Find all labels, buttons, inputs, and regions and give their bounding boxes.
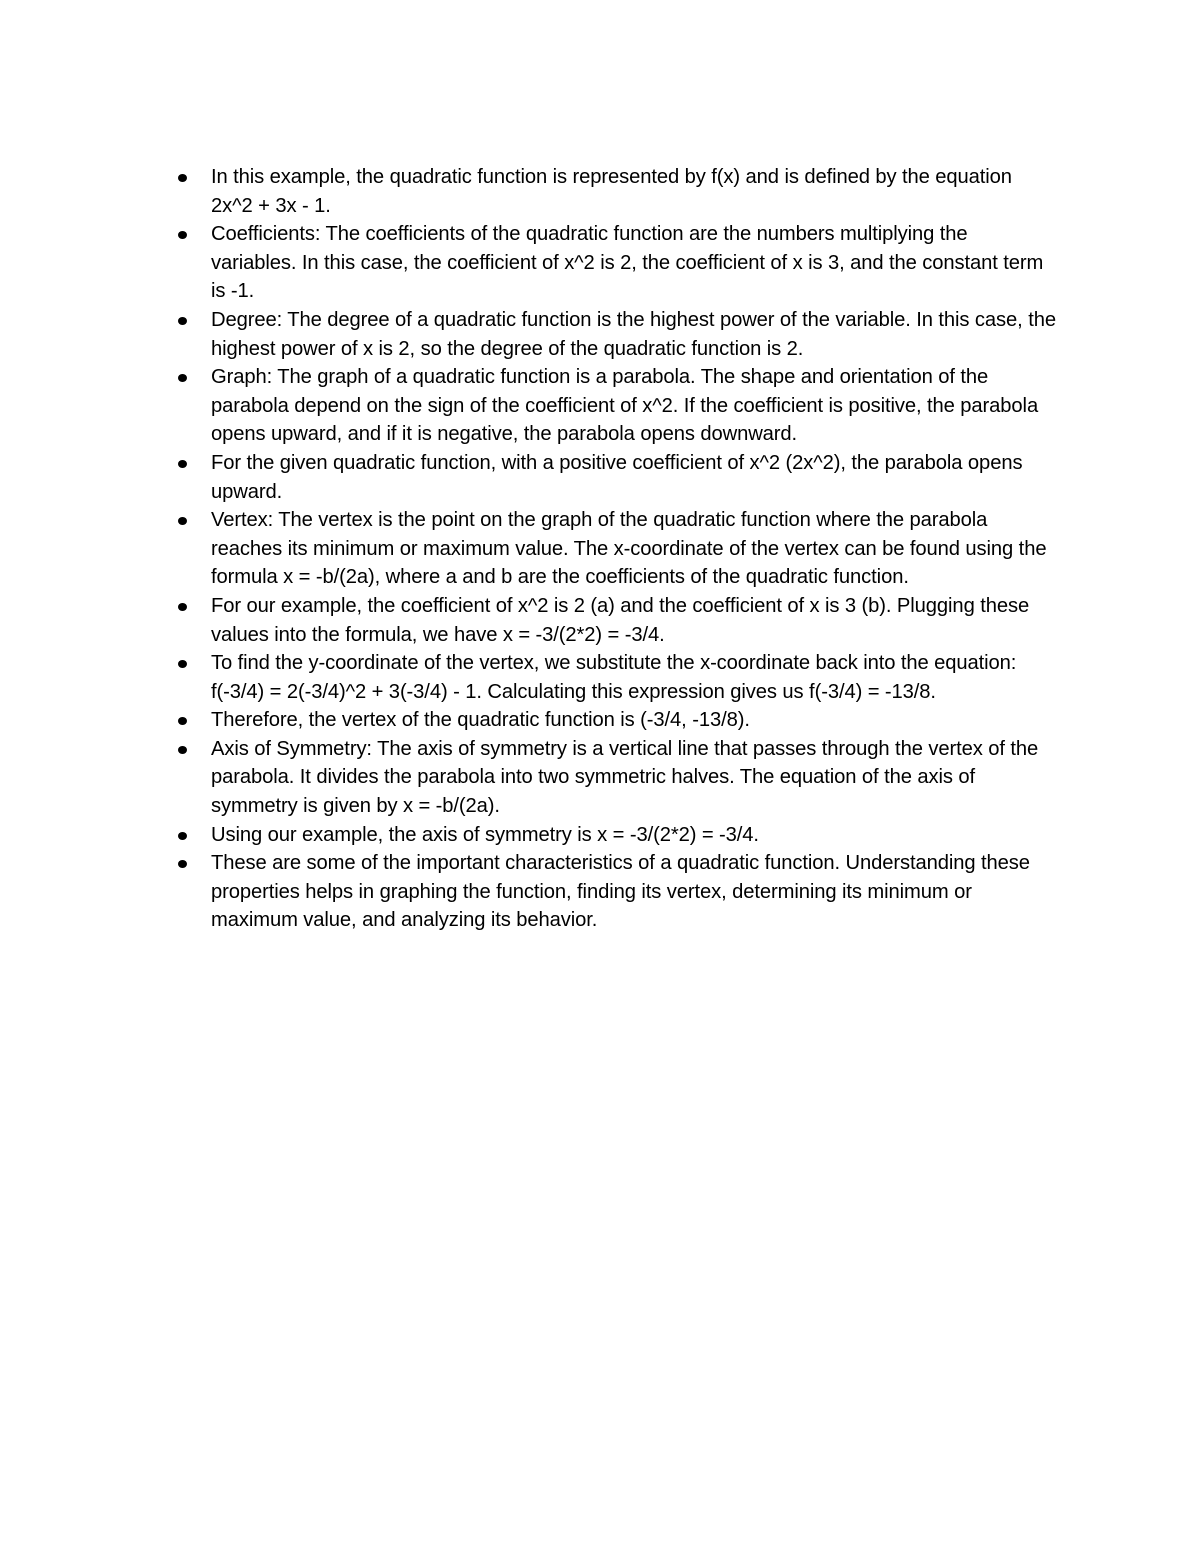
list-item [176, 220, 1056, 306]
list-item [176, 649, 1056, 706]
list-item-text: For the given quadratic function, with a positive coefficient of x^2 (2x^2), the parabola opens upward. [211, 451, 1023, 503]
list-item [176, 821, 1056, 850]
bullet-list [176, 163, 1056, 935]
list-item [176, 506, 1056, 592]
list-item-text: Graph: The graph of a quadratic function is a parabola. The shape and orientation of the parabola depend on the sign of the coefficient of x^2. If the coefficient is positive, the parabola opens upward, and if it is negative, the parabola opens downward. [211, 366, 1039, 446]
list-item [176, 363, 1056, 449]
bullet-icon [178, 460, 187, 468]
list-item-text: Vertex: The vertex is the point on the graph of the quadratic function where the parabola reaches its minimum or maximum value. The x-coordinate of the vertex can be found using the formula x = -b/(2a), where a and b are the coefficients of the quadratic function. [211, 509, 1047, 589]
list-item-text: For our example, the coefficient of x^2 is 2 (a) and the coefficient of x is 3 (b). Plugging these values into the formula, we have x = -3/(2*2) = -3/4. [211, 594, 1030, 646]
bullet-icon [178, 317, 187, 325]
list-item [176, 849, 1056, 935]
bullet-icon [178, 174, 187, 182]
list-item-text: To find the y-coordinate of the vertex, we substitute the x-coordinate back into the equation: f(-3/4) = 2(-3/4)^2 + 3(-3/4) - 1. Calculating this expression gives us f(-3/4) = -13/8. [211, 652, 1017, 703]
list-item-text: Therefore, the vertex of the quadratic function is (-3/4, -13/8). [211, 709, 750, 732]
bullet-icon [178, 746, 187, 754]
bullet-icon [178, 517, 187, 525]
list-item [176, 735, 1056, 821]
list-item-text: These are some of the important characteristics of a quadratic function. Understanding these properties helps in graphing the function, finding its vertex, determining its minimum or maximum value, and analyzing its behavior. [211, 852, 1030, 932]
list-item-text: Degree: The degree of a quadratic function is the highest power of the variable. In this case, the highest power of x is 2, so the degree of the quadratic function is 2. [211, 308, 1056, 360]
list-item-text: Using our example, the axis of symmetry is x = -3/(2*2) = -3/4. [211, 823, 759, 846]
list-item [176, 306, 1056, 363]
list-item [176, 706, 1056, 735]
bullet-icon [178, 231, 187, 239]
bullet-icon [178, 860, 187, 868]
bullet-icon [178, 603, 187, 611]
list-item-text: Axis of Symmetry: The axis of symmetry is a vertical line that passes through the vertex of the parabola. It divides the parabola into two symmetric halves. The equation of the axis of symmetry is given by x = -b/(2a). [211, 737, 1039, 818]
bullet-icon [178, 374, 187, 382]
bullet-icon [178, 832, 187, 840]
list-item [176, 163, 1056, 220]
bullet-icon [178, 717, 187, 725]
list-item [176, 449, 1056, 506]
list-item-text: In this example, the quadratic function is represented by f(x) and is defined by the equation 2x^2 + 3x - 1. [211, 166, 1012, 217]
list-item [176, 592, 1056, 649]
list-item-text: Coefficients: The coefficients of the quadratic function are the numbers multiplying the variables. In this case, the coefficient of x^2 is 2, the coefficient of x is 3, and the constant term is -1. [211, 223, 1044, 303]
bullet-icon [178, 660, 187, 668]
